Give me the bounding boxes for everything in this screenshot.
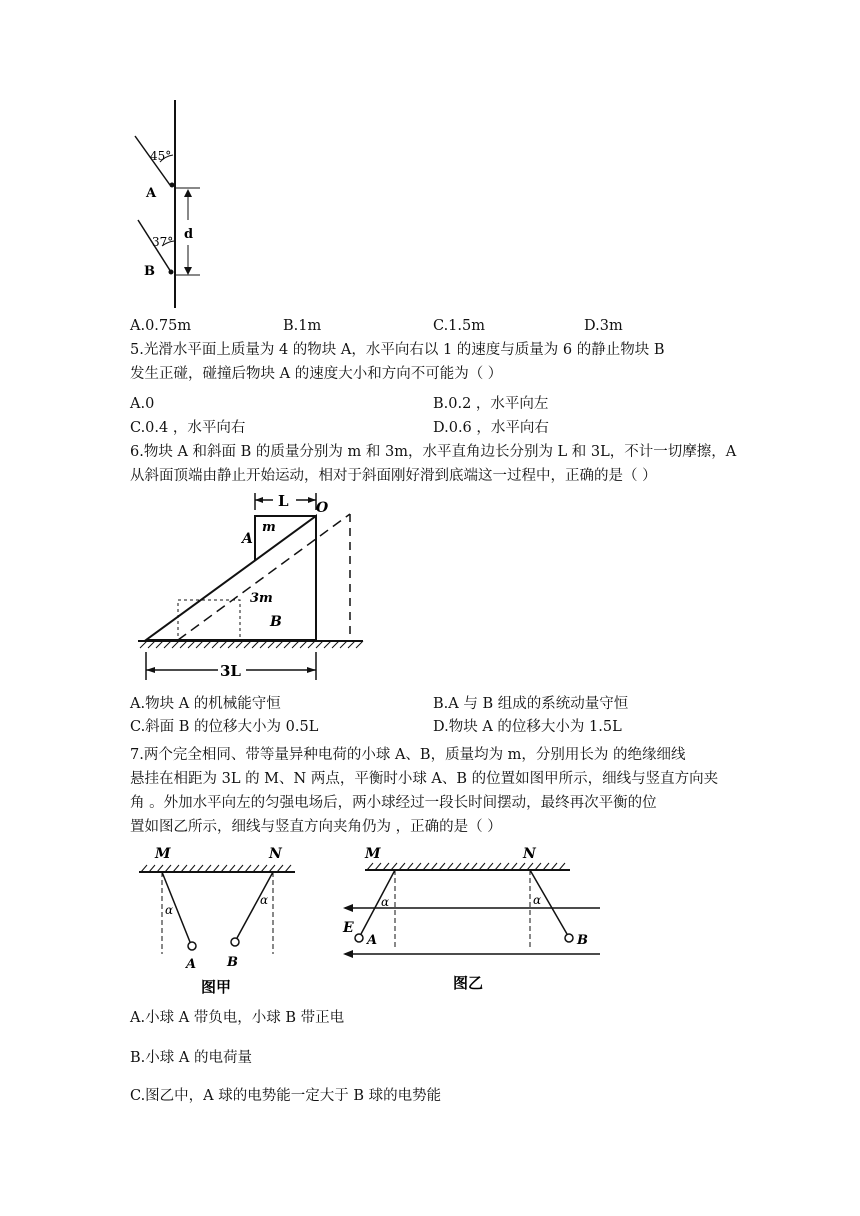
yi-caption: 图乙 (453, 974, 484, 992)
q6-option-d: D.物块 A 的位移大小为 1.5L (433, 719, 622, 735)
q6-stem-line2: 从斜面顶端由静止开始运动，相对于斜面刚好滑到底端这一过程中，正确的是（ ） (130, 468, 657, 484)
q7-stem-line3: 角 。外加水平向左的匀强电场后，两小球经过一段长时间摆动，最终再次平衡的位 (130, 795, 657, 811)
jia-label-n: N (269, 846, 282, 862)
q5-option-d: D.0.6 ，水平向右 (433, 420, 549, 436)
q5-option-a: A.0 (130, 396, 155, 412)
figure-incline-block (128, 488, 378, 688)
angle-45-label: 45° (150, 149, 172, 163)
jia-label-b: B (227, 955, 238, 970)
jia-caption: 图甲 (201, 978, 232, 996)
yi-alpha-right: α (533, 893, 542, 907)
label-3m: 3m (250, 591, 273, 606)
yi-alpha-left: α (381, 895, 390, 909)
jia-label-m: M (155, 846, 171, 862)
q4-option-b: B.1m (283, 318, 322, 334)
figure-yi (335, 842, 610, 1002)
point-b-label: B (144, 264, 155, 279)
figure-strings-wall (120, 100, 240, 310)
jia-alpha-left: α (165, 903, 174, 917)
yi-label-a: A (367, 933, 378, 948)
q7-stem-line4: 置如图乙所示，细线与竖直方向夹角仍为 ，正确的是（ ） (130, 819, 502, 835)
q4-option-a: A.0.75m (130, 318, 192, 334)
q5-stem-line1: 5.光滑水平面上质量为 4 的物块 A，水平向右以 1 的速度与质量为 6 的静止物块 B (130, 342, 665, 358)
q7-option-c: C.图乙中，A 球的电势能一定大于 B 球的电势能 (130, 1088, 442, 1104)
q6-option-b: B.A 与 B 组成的系统动量守恒 (433, 696, 629, 712)
q5-stem-line2: 发生正碰，碰撞后物块 A 的速度大小和方向不可能为（ ） (130, 366, 503, 382)
q7-option-a: A.小球 A 带负电，小球 B 带正电 (130, 1010, 345, 1026)
label-l: L (278, 492, 289, 510)
label-3l: 3L (220, 662, 241, 680)
q4-option-d: D.3m (584, 318, 623, 334)
jia-alpha-right: α (260, 893, 269, 907)
q6-stem-line1: 6.物块 A 和斜面 B 的质量分别为 m 和 3m，水平直角边长分别为 L 和 3L，不计一切摩擦，A (130, 444, 737, 460)
distance-d-label: d (184, 227, 194, 242)
q7-option-b: B.小球 A 的电荷量 (130, 1050, 252, 1066)
q7-stem-line2: 悬挂在相距为 3L 的 M、N 两点，平衡时小球 A、B 的位置如图甲所示，细线与竖直方向夹 (130, 771, 719, 787)
figure-jia (135, 842, 310, 1002)
q6-option-c: C.斜面 B 的位移大小为 0.5L (130, 719, 319, 735)
q5-option-c: C.0.4 ，水平向右 (130, 420, 246, 436)
label-m: m (262, 520, 276, 535)
yi-label-m: M (365, 846, 381, 862)
q4-option-c: C.1.5m (433, 318, 485, 334)
angle-37-label: 37° (152, 235, 174, 249)
q6-option-a: A.物块 A 的机械能守恒 (130, 696, 281, 712)
yi-label-n: N (523, 846, 536, 862)
q5-option-b: B.0.2 ，水平向左 (433, 396, 549, 412)
point-a-label: A (146, 186, 157, 201)
jia-label-a: A (186, 957, 197, 972)
label-a: A (242, 531, 253, 547)
q7-stem-line1: 7.两个完全相同、带等量异种电荷的小球 A、B，质量均为 m，分别用长为 的绝缘细线 (130, 747, 686, 763)
yi-label-b: B (577, 933, 588, 948)
yi-label-e: E (343, 920, 354, 936)
label-o: O (316, 500, 329, 516)
label-b: B (270, 614, 282, 630)
